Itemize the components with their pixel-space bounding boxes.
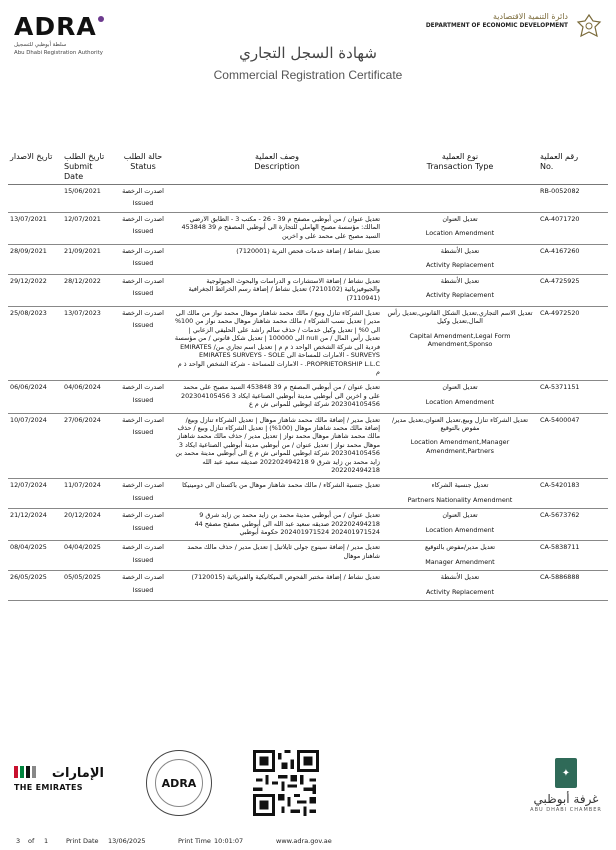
status-en: Issued xyxy=(132,585,154,594)
transaction-number: CA-4972520 xyxy=(538,307,608,381)
table-row xyxy=(8,541,608,571)
transaction-type-cell xyxy=(382,245,538,275)
type-ar: تعديل الاسم التجاري,تعديل الشكل القانوني,تعديل رأس المال,تعديل وكيل xyxy=(387,309,533,326)
issue-date: 08/04/2025 xyxy=(8,541,62,571)
status-cell xyxy=(114,571,172,601)
submit-date: 21/09/2021 xyxy=(62,245,114,275)
table-header-row xyxy=(8,150,608,185)
col-number: رقم العملية No. xyxy=(538,150,608,185)
issue-date: 26/05/2025 xyxy=(8,571,62,601)
type-ar: تعديل الشركاء تنازل وبيع,تعديل العنوان,تعديل مدير/مفوض بالتوقيع xyxy=(392,415,528,432)
page-total: 1 xyxy=(44,837,49,845)
ded-ar: دائرة التنمية الاقتصادية xyxy=(493,12,568,21)
table-row xyxy=(8,381,608,413)
adra-sub-en: Abu Dhabi Registration Authority xyxy=(14,50,103,56)
adra-logo-text: ADRA xyxy=(14,12,97,41)
page-of: of xyxy=(28,837,35,845)
status-en: Issued xyxy=(132,523,154,532)
table-row xyxy=(8,274,608,306)
type-ar: تعديل الأنشطة xyxy=(440,573,480,582)
type-en: Activity Replacement xyxy=(426,291,494,300)
table-row xyxy=(8,185,608,213)
page-current: 3 xyxy=(16,837,21,845)
status-cell xyxy=(114,245,172,275)
status-cell xyxy=(114,274,172,306)
description: تعديل عنوان / من أبوظبي مصفح م 39 - 26 - مكتب 3 - الطابق الارضي المالك: مؤسسة مصبح الهاملي للتجارة الى أبوظبي المصفح م 39 453848 السيد مصبح على محمد على و اخرين xyxy=(172,212,382,244)
type-en: Location Amendment xyxy=(425,397,495,406)
status-ar: اصدرت الرخصة xyxy=(122,481,164,490)
issue-date: 10/07/2024 xyxy=(8,413,62,479)
description: تعديل مدير / إضافة سينوج جولى ثايلاتيل | تعديل مدير / حذف مالك محمد شاهناز موهال xyxy=(172,541,382,571)
issue-date xyxy=(8,185,62,213)
submit-date: 04/06/2024 xyxy=(62,381,114,413)
type-en: Activity Replacement xyxy=(426,587,494,596)
transaction-number: CA-4071720 xyxy=(538,212,608,244)
transaction-number: CA-5838711 xyxy=(538,541,608,571)
issue-date: 06/06/2024 xyxy=(8,381,62,413)
table-row xyxy=(8,509,608,541)
description: تعديل جنسية الشركاء / مالك محمد شاهناز موهال من باكستان الى دومينيكا xyxy=(172,479,382,509)
status-cell xyxy=(114,541,172,571)
type-ar: تعديل العنوان xyxy=(442,214,478,223)
type-ar: تعديل مدير/مفوض بالتوقيع xyxy=(424,543,496,552)
submit-date: 28/12/2022 xyxy=(62,274,114,306)
type-ar: تعديل الأنشطة xyxy=(440,247,480,256)
uae-en: THE EMIRATES xyxy=(14,783,83,792)
status-en: Issued xyxy=(132,321,154,330)
transaction-number: CA-5886888 xyxy=(538,571,608,601)
col-description: وصف العملية Description xyxy=(172,150,382,185)
issue-date: 13/07/2021 xyxy=(8,212,62,244)
status-cell xyxy=(114,509,172,541)
col-issue-date: تاريخ الاصدار xyxy=(8,150,62,185)
uae-ar: الإمارات xyxy=(51,766,104,781)
type-en: Manager Amendment xyxy=(425,557,495,566)
table-row xyxy=(8,479,608,509)
transactions-table xyxy=(8,150,608,601)
website-link[interactable]: www.adra.gov.ae xyxy=(276,837,332,845)
status-ar: اصدرت الرخصة xyxy=(122,573,164,582)
description xyxy=(172,185,382,213)
type-en: Partners Nationality Amendment xyxy=(407,495,513,504)
transaction-type-cell xyxy=(382,212,538,244)
transaction-type-cell xyxy=(382,571,538,601)
type-en: Location Amendment,Manager Amendment,Partners xyxy=(410,438,510,455)
submit-date: 13/07/2023 xyxy=(62,307,114,381)
uae-logo xyxy=(14,766,104,792)
table-row xyxy=(8,212,608,244)
issue-date: 21/12/2024 xyxy=(8,509,62,541)
submit-date: 15/06/2021 xyxy=(62,185,114,213)
print-info-line xyxy=(0,834,616,850)
col-transaction-type: نوع العملية Transaction Type xyxy=(382,150,538,185)
qr-code-icon xyxy=(253,750,319,816)
status-ar: اصدرت الرخصة xyxy=(122,415,164,424)
issue-date: 28/09/2021 xyxy=(8,245,62,275)
description: تعديل الشركاء تنازل وبيع / مالك محمد شاهناز موهال محمد نواز من مالك الى مدير | تعديل نسب الشركاء / مالك محمد شاهناز موهال محمد نواز من 100% الى 0% | تعديل وكيل خدمات / حذف سالم راشد على الحليفي الزعابي | تعديل رأس المال / من null الى 100000 | تعديل شكل قانوني / من مؤسسة فردية الى شركة الشخص الواحد ذ م م | تعديل اسم تجاري من/ EMIRATES SURVEYS - الامارات للمساحة الى EMIRATES SURVEYS - SOLE PROPRIETORSHIP L.L.C. - الامارات للمساحة - شركة الشخص الواحد ذ م م xyxy=(172,307,382,381)
transaction-number: CA-5673762 xyxy=(538,509,608,541)
submit-date: 27/06/2024 xyxy=(62,413,114,479)
col-submit-date: تاريخ الطلب Submit Date xyxy=(62,150,114,185)
status-en: Issued xyxy=(132,227,154,236)
submit-date: 12/07/2021 xyxy=(62,212,114,244)
adra-seal xyxy=(146,750,212,816)
status-cell xyxy=(114,413,172,479)
chamber-emblem-icon: ✦ xyxy=(555,758,577,788)
status-ar: اصدرت الرخصة xyxy=(122,276,164,285)
transaction-type-cell xyxy=(382,274,538,306)
table-row xyxy=(8,245,608,275)
transaction-number: CA-4725925 xyxy=(538,274,608,306)
status-cell xyxy=(114,381,172,413)
description: تعديل نشاط / إضافة مختبر الفحوص الميكانيكية والفيزيائية (7120015) xyxy=(172,571,382,601)
table-row xyxy=(8,307,608,381)
issue-date: 12/07/2024 xyxy=(8,479,62,509)
type-en: Capital Amendment,Legal Form Amendment,Sponso xyxy=(409,331,511,349)
chamber-en: ABU DHABI CHAMBER xyxy=(530,807,602,813)
table-row xyxy=(8,413,608,479)
chamber-ar: غرفة أبوظبي xyxy=(533,792,599,806)
falcon-emblem-icon xyxy=(574,12,604,42)
ded-en: DEPARTMENT OF ECONOMIC DEVELOPMENT xyxy=(425,23,568,29)
print-date-label: Print Date xyxy=(66,837,99,845)
adra-sub-ar: سلطة أبوظبي للتسجيل xyxy=(14,42,67,48)
table-row xyxy=(8,571,608,601)
status-cell xyxy=(114,307,172,381)
status-ar: اصدرت الرخصة xyxy=(122,511,164,520)
description: تعديل نشاط / إضافة خدمات فحص التربة (7120001) xyxy=(172,245,382,275)
status-cell xyxy=(114,212,172,244)
type-ar: تعديل العنوان xyxy=(442,383,478,392)
type-en: Location Amendment xyxy=(425,229,495,238)
status-en: Issued xyxy=(132,395,154,404)
status-en: Issued xyxy=(132,493,154,502)
status-en: Issued xyxy=(132,199,154,208)
transaction-type-cell xyxy=(382,509,538,541)
print-date: 13/06/2025 xyxy=(108,837,146,845)
status-cell xyxy=(114,479,172,509)
transaction-type-cell xyxy=(382,307,538,381)
status-en: Issued xyxy=(132,427,154,436)
certificate-header xyxy=(0,0,616,150)
title-ar: شهادة السجل التجاري xyxy=(239,44,377,62)
title-en: Commercial Registration Certificate xyxy=(213,68,403,82)
col-status: حالة الطلب Status xyxy=(114,150,172,185)
description: تعديل عنوان / من أبوظبي المصفح م 39 453848 السيد مصبح على محمد على و اخرين الى أبوظبي مدينة أبوظبي الصناعية ايكاد 3 202304105456 202304105456 شركة ابوظبي للموانى ش م ع xyxy=(172,381,382,413)
submit-date: 05/05/2025 xyxy=(62,571,114,601)
submit-date: 04/04/2025 xyxy=(62,541,114,571)
submit-date: 20/12/2024 xyxy=(62,509,114,541)
description: تعديل عنوان / من أبوظبي مدينة محمد بن زايد محمد بن زايد شرق 9 202202494218 صديقه سعيد عبد الله الى أبوظبي مصفح مصفح 44 202401971524 202401971524 حكومة أبوظبي xyxy=(172,509,382,541)
certificate-footer xyxy=(0,730,616,850)
transaction-number: CA-5420183 xyxy=(538,479,608,509)
status-cell xyxy=(114,185,172,213)
description: تعديل مدير / إضافة مالك محمد شاهناز موهال | تعديل الشركاء تنازل وبيع/ إضافة مالك محمد شاهناز موهال (100%) | تعديل الشركاء تنازل وبيع / حذف مالك محمد شاهناز موهال محمد نواز | تعديل مدير / حذف مالك محمد شاهناز موهال محمد نواز | تعديل عنوان / من أبوظبي مدينة أبوظبي الصناعية ايكاد 3 202304105456 شركة ابوظبي للموانى ش م ع الى أبوظبي مدينة محمد بن زايد محمد بن زايد شرق 9 202202494218 صديقه سعيد عبد الله 202202494218 xyxy=(172,413,382,479)
transaction-number: CA-4167260 xyxy=(538,245,608,275)
transaction-number: CA-5400047 xyxy=(538,413,608,479)
issue-date: 29/12/2022 xyxy=(8,274,62,306)
status-ar: اصدرت الرخصة xyxy=(122,247,164,256)
transaction-number: CA-5371151 xyxy=(538,381,608,413)
transaction-number: RB-0052082 xyxy=(538,185,608,213)
status-ar: اصدرت الرخصة xyxy=(122,214,164,223)
status-en: Issued xyxy=(132,259,154,268)
transaction-type-cell xyxy=(382,541,538,571)
status-ar: اصدرت الرخصة xyxy=(122,543,164,552)
status-ar: اصدرت الرخصة xyxy=(122,187,164,195)
ded-logo xyxy=(426,12,604,42)
transaction-type-cell xyxy=(382,185,538,213)
seal-text: ADRA xyxy=(155,759,203,807)
print-time-label: Print Time xyxy=(178,837,211,845)
transaction-type-cell xyxy=(382,381,538,413)
status-en: Issued xyxy=(132,289,154,298)
abu-dhabi-chamber-logo xyxy=(530,758,602,813)
description: تعديل نشاط / إضافة الاستشارات و الدراسات والبحوث الجيولوجية والجيوفيزيائية (7210102) تعديل نشاط / إضافة رسم الخرائط الجغرافية (7110941) xyxy=(172,274,382,306)
type-ar: تعديل العنوان xyxy=(442,511,478,520)
type-en: Activity Replacement xyxy=(426,261,494,270)
status-ar: اصدرت الرخصة xyxy=(122,383,164,392)
transaction-type-cell xyxy=(382,479,538,509)
transaction-type-cell xyxy=(382,413,538,479)
status-en: Issued xyxy=(132,555,154,564)
print-time: 10:01:07 xyxy=(214,837,244,845)
submit-date: 11/07/2024 xyxy=(62,479,114,509)
type-ar: تعديل جنسية الشركاء xyxy=(431,481,489,490)
issue-date: 25/08/2023 xyxy=(8,307,62,381)
status-ar: اصدرت الرخصة xyxy=(122,309,164,318)
type-en: Location Amendment xyxy=(425,525,495,534)
type-ar: تعديل الأنشطة xyxy=(440,276,480,285)
